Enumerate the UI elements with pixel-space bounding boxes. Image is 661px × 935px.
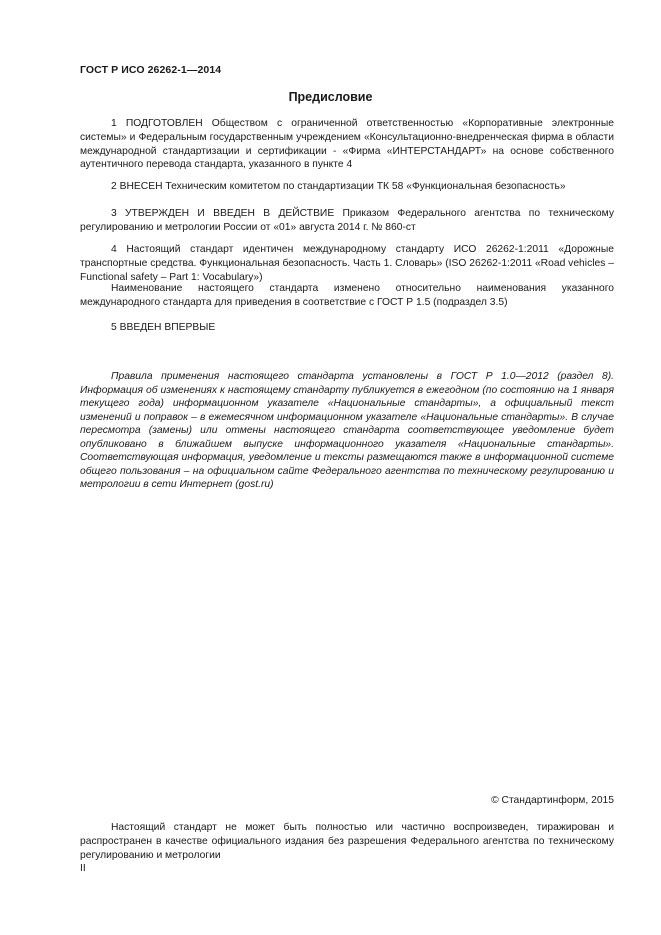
paragraph-approved: 3 УТВЕРЖДЕН И ВВЕДЕН В ДЕЙСТВИЕ Приказом Федерального агентства по техническому регулированию и метрологии России от «01» августа 2014 г. № 860-ст	[80, 208, 614, 233]
paragraph-introduced-first: 5 ВВЕДЕН ВПЕРВЫЕ	[111, 322, 216, 333]
application-rules-note: Правила применения настоящего стандарта установлены в ГОСТ Р 1.0—2012 (раздел 8). Информация об изменениях к настоящему стандарту публикуется в ежегодном (по состоянию на 1 января текущего года) информационном указателе «Национальные стандарты», а официальный текст изменений и поправок – в ежемесячном информационном указателе «Национальные стандарты». В случае пересмотра (замены) или отмены настоящего стандарта соответствующее уведомление будет опубликовано в ближайшем выпуске информационного указателя «Национальные стандарты». Соответствующая информация, уведомление и тексты размещаются также в информационной системе общего пользования – на официальном сайте Федерального агентства по техническому регулированию и метрологии в сети Интернет (gost.ru)	[80, 371, 614, 490]
paragraph-submitted-by: 2 ВНЕСЕН Техническим комитетом по стандартизации ТК 58 «Функциональная безопасность»	[111, 181, 566, 192]
copyright-notice: © Стандартинформ, 2015	[491, 795, 614, 806]
page-title: Предисловие	[288, 90, 373, 104]
page-number: II	[80, 863, 86, 874]
document-code-header: ГОСТ Р ИСО 26262-1—2014	[80, 64, 222, 76]
reproduction-notice: Настоящий стандарт не может быть полностью или частично воспроизведен, тиражирован и распространен в качестве официального издания без разрешения Федерального агентства по техническому регулированию и метрологии	[80, 822, 614, 861]
paragraph-prepared-by: 1 ПОДГОТОВЛЕН Обществом с ограниченной ответственностью «Корпоративные электронные системы» и Федеральным государственным учреждением «Консультационно-внедренческая фирма в области международной стандартизации и сертификации - «Фирма «ИНТЕРСТАНДАРТ» на основе собственного аутентичного перевода стандарта, указанного в пункте 4	[80, 118, 614, 171]
paragraph-name-changed: Наименование настоящего стандарта изменено относительно наименования указанного международного стандарта для приведения в соответствие с ГОСТ Р 1.5 (подраздел 3.5)	[80, 283, 614, 308]
paragraph-identical-standard: 4 Настоящий стандарт идентичен международному стандарту ИСО 26262-1:2011 «Дорожные транспортные средства. Функциональная безопасность. Часть 1. Словарь» (ISO 26262-1:2011 «Road vehicles – Functional safety – Part 1: Vocabulary»)	[80, 244, 614, 283]
